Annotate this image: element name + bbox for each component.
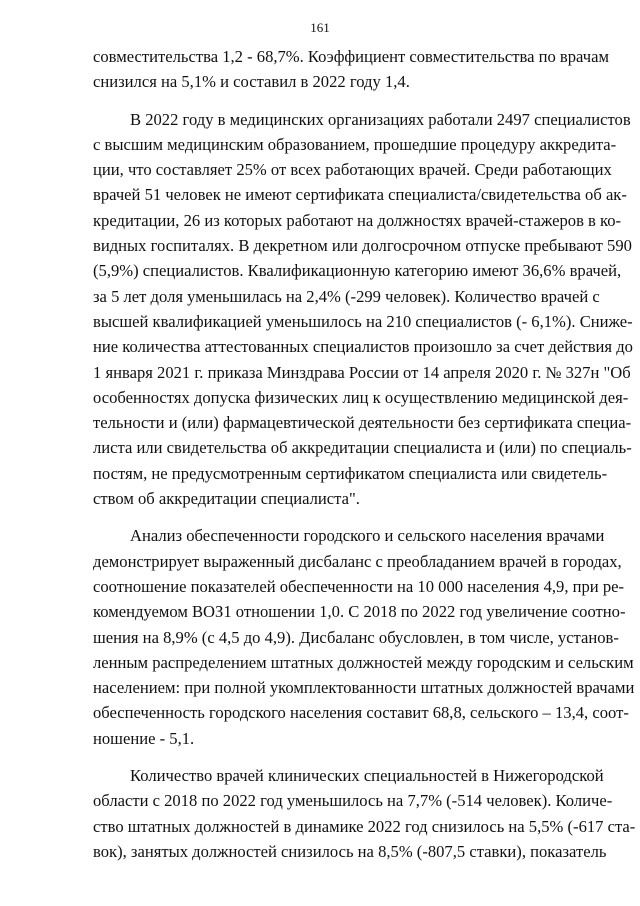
text-line: врачей 51 человек не имеют сертификата специалиста/свидетельства об ак- (93, 185, 627, 205)
text-line: кредитации, 26 из которых работают на должностях врачей-стажеров в ко- (93, 210, 622, 230)
text-line: особенностях допуска физических лиц к осуществлению медицинской дея- (93, 387, 629, 407)
text-line: тельности и (или) фармацевтической деятельности без сертификата специа- (93, 413, 632, 433)
page-number: 161 (310, 20, 330, 35)
text-line: с высшим медицинским образованием, прошедшие процедуру аккредита- (93, 134, 617, 154)
paragraph-1 (93, 44, 609, 95)
text-line: ции, что составляет 25% от всех работающих врачей. Среди работающих (93, 160, 612, 180)
text-line: области с 2018 по 2022 год уменьшилось на 7,7% (-514 человек). Количе- (93, 791, 613, 811)
text-line: 1 января 2021 г. приказа Минздрава России от 14 апреля 2020 г. № 327н "Об (93, 362, 631, 382)
text-line: обеспеченность городского населения составит 68,8, сельского – 13,4, соот- (93, 703, 629, 723)
paragraph-2 (93, 107, 633, 512)
text-line: листа или свидетельства об аккредитации специалиста и (или) по специаль- (93, 438, 632, 458)
document-body (93, 44, 636, 864)
text-line: Количество врачей клинических специальностей в Нижегородской (130, 766, 604, 786)
text-line: демонстрирует выраженный дисбаланс с преобладанием врачей в городах, (93, 551, 622, 571)
text-line: снизился на 5,1% и составил в 2022 году 1,4. (93, 72, 410, 92)
text-line: Анализ обеспеченности городского и сельского населения врачами (130, 526, 605, 546)
text-line: ством об аккредитации специалиста". (93, 489, 360, 509)
text-line: населением: при полной укомплектованности штатных должностей врачами (93, 678, 635, 698)
text-line: (5,9%) специалистов. Квалификационную категорию имеют 36,6% врачей, (93, 261, 622, 281)
paragraph-4 (93, 763, 636, 864)
text-line: ношение - 5,1. (93, 728, 195, 748)
text-line: высшей квалификацией уменьшилось на 210 специалистов (- 6,1%). Сниже- (93, 311, 633, 331)
text-line: шения на 8,9% (с 4,5 до 4,9). Дисбаланс обусловлен, в том числе, установ- (93, 627, 619, 647)
text-line: ленным распределением штатных должностей между городским и сельским (93, 652, 634, 672)
text-line: постям, не предусмотренным сертификатом специалиста или свидетель- (93, 463, 608, 483)
text-line: комендуемом ВОЗ1 отношении 1,0. С 2018 по 2022 год увеличение соотно- (93, 602, 626, 622)
paragraph-3 (93, 523, 635, 751)
text-line: видных госпиталях. В декретном или долгосрочном отпуске пребывают 590 (93, 236, 632, 256)
text-line: за 5 лет доля уменьшилась на 2,4% (-299 человек). Количество врачей с (93, 286, 600, 306)
text-line: вок), занятых должностей снизилось на 8,5% (-807,5 ставки), показатель (93, 841, 607, 861)
text-line: совместительства 1,2 - 68,7%. Коэффициент совместительства по врачам (93, 47, 609, 66)
text-line: В 2022 году в медицинских организациях работали 2497 специалистов (130, 109, 631, 129)
text-line: ство штатных должностей в динамике 2022 год снизилось на 5,5% (-617 ста- (93, 816, 636, 836)
text-line: ние количества аттестованных специалистов произошло за счет действия до (93, 337, 633, 357)
text-line: соотношение показателей обеспеченности на 10 000 населения 4,9, при ре- (93, 576, 625, 596)
